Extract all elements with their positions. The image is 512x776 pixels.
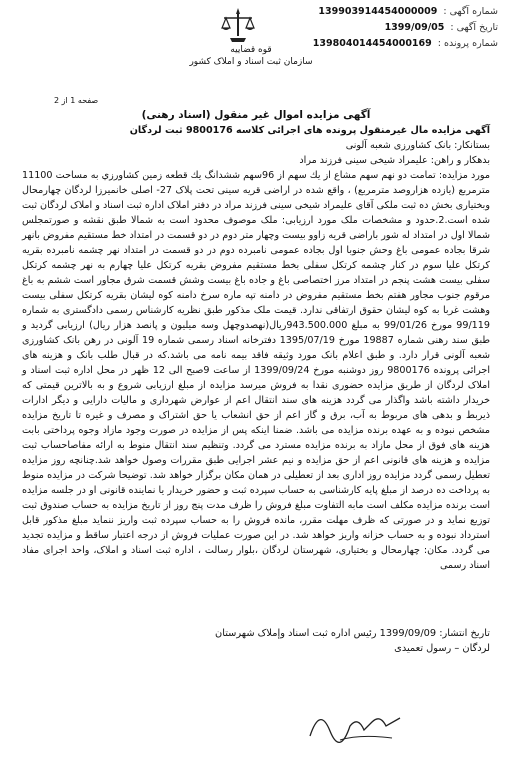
signer-line: لردگان – رسول تعمیدی	[394, 643, 490, 654]
debtor-line: بدهکار و راهن: علیمراد شیخی سینی فرزند مراد	[299, 155, 490, 166]
ad-number: 139903914454000009	[318, 6, 438, 17]
creditor-line: بستانکار: بانک کشاورزی شعبه آلونی	[345, 140, 490, 151]
ad-date-row	[270, 20, 498, 36]
ad-date: 1399/09/05	[384, 22, 445, 33]
page-number: صفحه 1 از 2	[54, 96, 99, 105]
ad-metadata	[270, 4, 498, 52]
case-number-row	[270, 36, 498, 52]
publish-date-line: تاریخ انتشار: 1399/09/09 رئیس اداره ثبت اسناد وإملاک شهرستان	[215, 628, 490, 639]
document-title: آگهی مزایده اموال غیر منقول (اسناد رهنی)	[141, 109, 371, 121]
auction-details-paragraph: مورد مزایده: تمامت دو نهم سهم مشاع از یك سهم از 96سهم ششدانگ يك قطعه زمين كشاورزي به مساحت 11100 مترمربع (یازده هزاروصد مترمربع) ، واقع شده در اراضی قریه سینی تحت پلاک 27- اصلی خانمیرزا لردگان چهارمحال وبختیاری بخش ده ثبت ملکی آقای علیمراد شیخی سینی فرزند مراد در دفتر املاک اداره ثبت اسناد و املاک لردگان ثبت شده است.2.حدود و مشخصات ملک مورد ارزیابی: ملک موصوف محدود است به شمالا طبق نقشه و صورتمجلس شمالا اول در امتداد له شور باراضی قریه زاوو بیست وچهار متر دوم در دو قسمت در امتداد خط مستقیم مفروض بانهر شرقا بجاده عمومی باغ وحش جنوبا اول بجاده عمومی نامبرده دوم در دو قسمت در امتداد نهر چشمه نامبرده بقریه کرتکل علیا سوم در کنار چشمه کرتکل سفلی بخط مستقیم مفروض بقریه کرتکل علیا چهارم به نهر چشمه کرتکل سفلی بیست هشت پنجم در امتداد مرز اختصاصی باغ و جاده باغ بیست وشش قسمت شرق مجاور است ششم به باغ مرقوم جنوب مجاور هفتم بخط مستقیم مفروض در دامنه تپه ماره سرخ دامنه کوه لیشان بقریه کرتکل سفلی بیست وهشت غربا به کوه لیشان حقوق ارتفاقی ندارد. قیمت ملک مذکور طبق نظریه کارشناس رسمی دادگستری به شماره 99/119 مورخ 99/01/26 به مبلغ 943.500.000ریال(نهصدوچهل وسه میلیون و پانصد هزار ریال) ارزیابی گردید و طبق سند رهنی شماره 19887 مورخ 1395/07/19 دفترخانه اسناد رسمی شماره 19 آلونی در رهن بانک کشاورزی شعبه آلونی قرار دارد. و طبق اعلام بانک مورد وثیقه فاقد بیمه نامه می باشد.که در قبال طلب بانک و هزینه های اجرائی پرونده 9800176 روز دوشنبه مورخ 1399/09/24 از ساعت 9صبح الی 12 ظهر در محل اداره ثبت اسناد و املاک لردگان از طریق مزایده حضوری نقدا به فروش میرسد مزایده از مبلغ ارزیابی شروع و به بالاترین قیمتی که خریدار داشته باشد واگذار می گردد هزینه های سند انتقال اعم از عوارض شهرداری و مالیات دارایی و دیگر ادارات ذیربط و بدهی های مربوط به آب، برق و گاز اعم از حق انشعاب یا حق اشتراک و مصرف و غیره تا تاریخ مزایده مشخص نبوده و به عهده برنده مزایده می باشد. ضمنا اینکه پس از مزایده در صورت وجود مازاد وجوه پرداختی بابت هزینه های فوق از محل مازاد به برنده مزایده مسترد می گردد. وتنظیم سند انتقال منوط به ارائه مفاصاحساب ثبت مزایده و هزینه های قانونی اعم از حق مزایده و نیم عشر اجرایی طبق مقررات وصول خواهد شد.چنانچه روز مزایده تعطیل رسمی گردد مزایده روز اداری بعد از تعطیلی در همان مکان برگزار خواهد شد. توضیحا شرکت در مزایده منوط به پرداخت ده درصد از مبلغ پایه کارشناسی به حساب سپرده ثبت و حضور خریدار یا نماینده قانونی او در جلسه مزایده است برنده مزایده مکلف است مابه التفاوت مبلغ فروش را ظرف مدت پنج روز از تاریخ مزایده به حساب صندوق ثبت توزیع نماید و در صورتی که ظرف مهلت مقرر، مانده فروش را به حساب سپرده ثبت واریز ننماید مبلغ مذکور قابل استرداد نبوده و به حساب خزانه واریز خواهد شد. در این صورت عملیات فروش از درجه اعتبار ساقط و مزایده تجدید می گردد. مکان: چهارمحال و بختیاری، شهرستان لردگان ،بلوار رسالت ، اداره ثبت اسناد و املاک، واحد اجرای مفاد اسناد رسمی	[22, 170, 491, 571]
document-body	[22, 108, 490, 573]
case-number: 139804014454000169	[312, 38, 432, 49]
ad-number-label: شماره آگهی :	[443, 6, 498, 17]
handwritten-signature-icon	[300, 696, 410, 752]
document-footer	[22, 626, 490, 656]
judiciary-emblem-icon	[220, 6, 256, 44]
org-line-1: قوه قضاییه	[230, 45, 272, 55]
case-number-label: شماره پرونده :	[437, 38, 498, 49]
case-line: آگهی مزایده مال غیرمنقول پرونده های اجرائی کلاسه 9800176 ثبت لردگان	[129, 125, 490, 136]
org-line-2: سازمان ثبت اسناد و املاک کشور	[189, 57, 313, 67]
ad-date-label: تاریخ آگهی :	[450, 22, 498, 33]
ad-number-row	[270, 4, 498, 20]
